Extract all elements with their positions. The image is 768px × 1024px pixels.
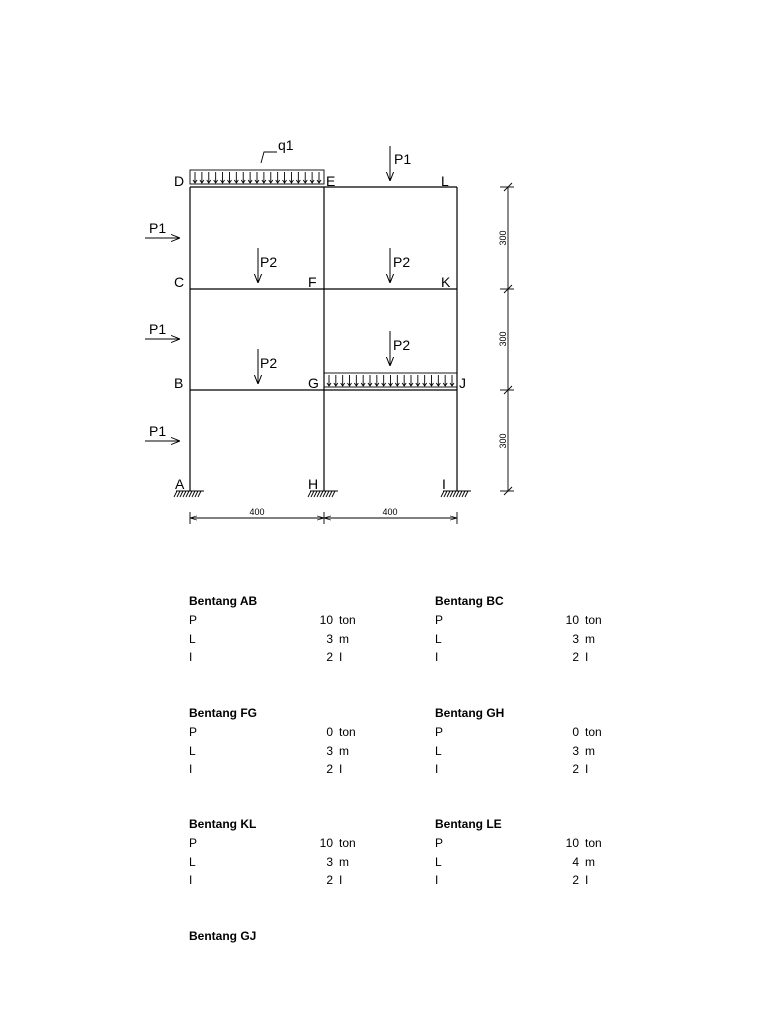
row-unit: m [339, 743, 349, 758]
span-row-i [189, 760, 419, 779]
support-hatch [456, 491, 459, 497]
support-hatch [323, 491, 326, 497]
support-hatch [459, 491, 462, 497]
node-label-k: K [441, 274, 451, 290]
row-key: I [435, 650, 439, 664]
load-label-p1-top: P1 [394, 151, 412, 167]
span-row-l [189, 630, 419, 649]
row-value: 2 [572, 650, 579, 664]
support-hatch [453, 491, 456, 497]
node-label-e: E [326, 173, 336, 189]
q1-leader [261, 152, 277, 163]
span-title: Bentang GH [435, 706, 505, 720]
span-le [435, 815, 665, 890]
support-hatch [329, 491, 332, 497]
row-unit: I [339, 873, 343, 887]
row-value: 3 [572, 631, 579, 646]
row-unit: I [585, 762, 589, 776]
row-key: I [435, 762, 439, 776]
span-row-l [189, 742, 419, 761]
row-key: P [435, 836, 444, 850]
load-label-p2-bg: P2 [260, 355, 278, 371]
row-value: 0 [572, 725, 579, 739]
span-title: Bentang LE [435, 817, 502, 831]
row-value: 3 [326, 743, 333, 758]
node-label-h: H [308, 476, 319, 492]
row-value: 10 [319, 836, 333, 850]
load-label-q1: q1 [278, 137, 294, 153]
row-unit: ton [585, 613, 602, 627]
span-fg [189, 704, 419, 779]
load-label-p2-fk: P2 [393, 254, 411, 270]
row-unit: ton [339, 725, 356, 739]
span-ab [189, 592, 419, 667]
span-bc [435, 592, 665, 667]
span-gj [189, 927, 419, 946]
support-hatch [326, 491, 329, 497]
row-value: 10 [319, 613, 333, 627]
row-value: 3 [572, 743, 579, 758]
span-title: Bentang AB [189, 594, 258, 608]
row-key: P [435, 613, 444, 627]
load-label-p2-gj: P2 [393, 337, 411, 353]
node-label-c: C [174, 274, 185, 290]
span-row-l [435, 630, 665, 649]
row-value: 2 [326, 650, 333, 664]
node-label-j: J [459, 375, 466, 391]
row-unit: ton [339, 836, 356, 850]
node-label-b: B [174, 375, 184, 391]
node-label-g: G [308, 375, 319, 391]
row-unit: I [339, 762, 343, 776]
node-labels [174, 173, 466, 492]
span-row-i [435, 760, 665, 779]
span-row-p [189, 611, 419, 630]
node-label-l: L [441, 173, 449, 189]
row-value: 3 [326, 631, 333, 646]
span-title: Bentang GJ [189, 929, 257, 943]
row-unit: m [585, 743, 595, 758]
row-key: P [189, 725, 198, 739]
row-key: L [435, 743, 442, 758]
support-hatch [450, 491, 453, 497]
supports [174, 491, 471, 497]
row-key: I [189, 873, 193, 887]
dim-story-3: 300 [498, 230, 508, 246]
span-title: Bentang BC [435, 594, 504, 608]
row-unit: m [585, 854, 595, 869]
row-key: P [189, 613, 198, 627]
span-row-i [189, 648, 419, 667]
row-unit: ton [585, 725, 602, 739]
span-gh [435, 704, 665, 779]
row-key: P [435, 725, 444, 739]
row-unit: I [339, 650, 343, 664]
row-unit: m [339, 854, 349, 869]
dim-bay-1: 400 [249, 507, 265, 517]
dim-story-2: 300 [498, 331, 508, 347]
row-value: 2 [326, 762, 333, 776]
row-value: 0 [326, 725, 333, 739]
support-hatch [195, 491, 198, 497]
row-key: I [189, 762, 193, 776]
point-loads [145, 146, 390, 441]
dim-bay-2: 400 [382, 507, 398, 517]
row-key: I [189, 650, 193, 664]
support-hatch [465, 491, 468, 497]
support-hatch [462, 491, 465, 497]
span-row-p [435, 611, 665, 630]
support-hatch [198, 491, 201, 497]
row-key: L [189, 631, 196, 646]
load-label-p1-level2: P1 [149, 321, 167, 337]
row-value: 2 [572, 873, 579, 887]
horizontal-dimension [190, 512, 457, 524]
row-unit: I [585, 650, 589, 664]
support-hatch [192, 491, 195, 497]
span-row-i [435, 648, 665, 667]
row-key: L [189, 854, 196, 869]
span-row-p [435, 834, 665, 853]
span-row-i [435, 871, 665, 890]
span-row-p [189, 723, 419, 742]
load-label-p1-level3: P1 [149, 220, 167, 236]
row-unit: m [339, 631, 349, 646]
distributed-load-gj [324, 373, 457, 387]
row-unit: I [585, 873, 589, 887]
support-hatch [186, 491, 189, 497]
row-value: 10 [565, 613, 579, 627]
row-key: L [189, 743, 196, 758]
load-label-p1-level1: P1 [149, 423, 167, 439]
row-unit: m [585, 631, 595, 646]
support-hatch [320, 491, 323, 497]
span-row-p [189, 834, 419, 853]
span-row-l [435, 853, 665, 872]
row-key: I [435, 873, 439, 887]
node-label-a: A [175, 476, 185, 492]
load-label-p2-cf: P2 [260, 254, 278, 270]
row-unit: ton [339, 613, 356, 627]
span-row-p [435, 723, 665, 742]
row-value: 3 [326, 854, 333, 869]
span-title: Bentang KL [189, 817, 257, 831]
support-hatch [447, 491, 450, 497]
support-hatch [332, 491, 335, 497]
row-value: 2 [572, 762, 579, 776]
distributed-load-q1 [190, 152, 324, 184]
support-hatch [189, 491, 192, 497]
row-value: 10 [565, 836, 579, 850]
row-value: 4 [572, 854, 579, 869]
node-label-f: F [308, 274, 317, 290]
span-title: Bentang FG [189, 706, 257, 720]
row-key: L [435, 854, 442, 869]
dim-story-1: 300 [498, 433, 508, 449]
span-row-l [189, 853, 419, 872]
span-kl [189, 815, 419, 890]
row-key: L [435, 631, 442, 646]
node-label-d: D [174, 173, 185, 189]
node-label-i: I [442, 476, 446, 492]
row-unit: ton [585, 836, 602, 850]
span-row-i [189, 871, 419, 890]
columns [190, 187, 457, 491]
row-value: 2 [326, 873, 333, 887]
row-key: P [189, 836, 198, 850]
span-row-l [435, 742, 665, 761]
